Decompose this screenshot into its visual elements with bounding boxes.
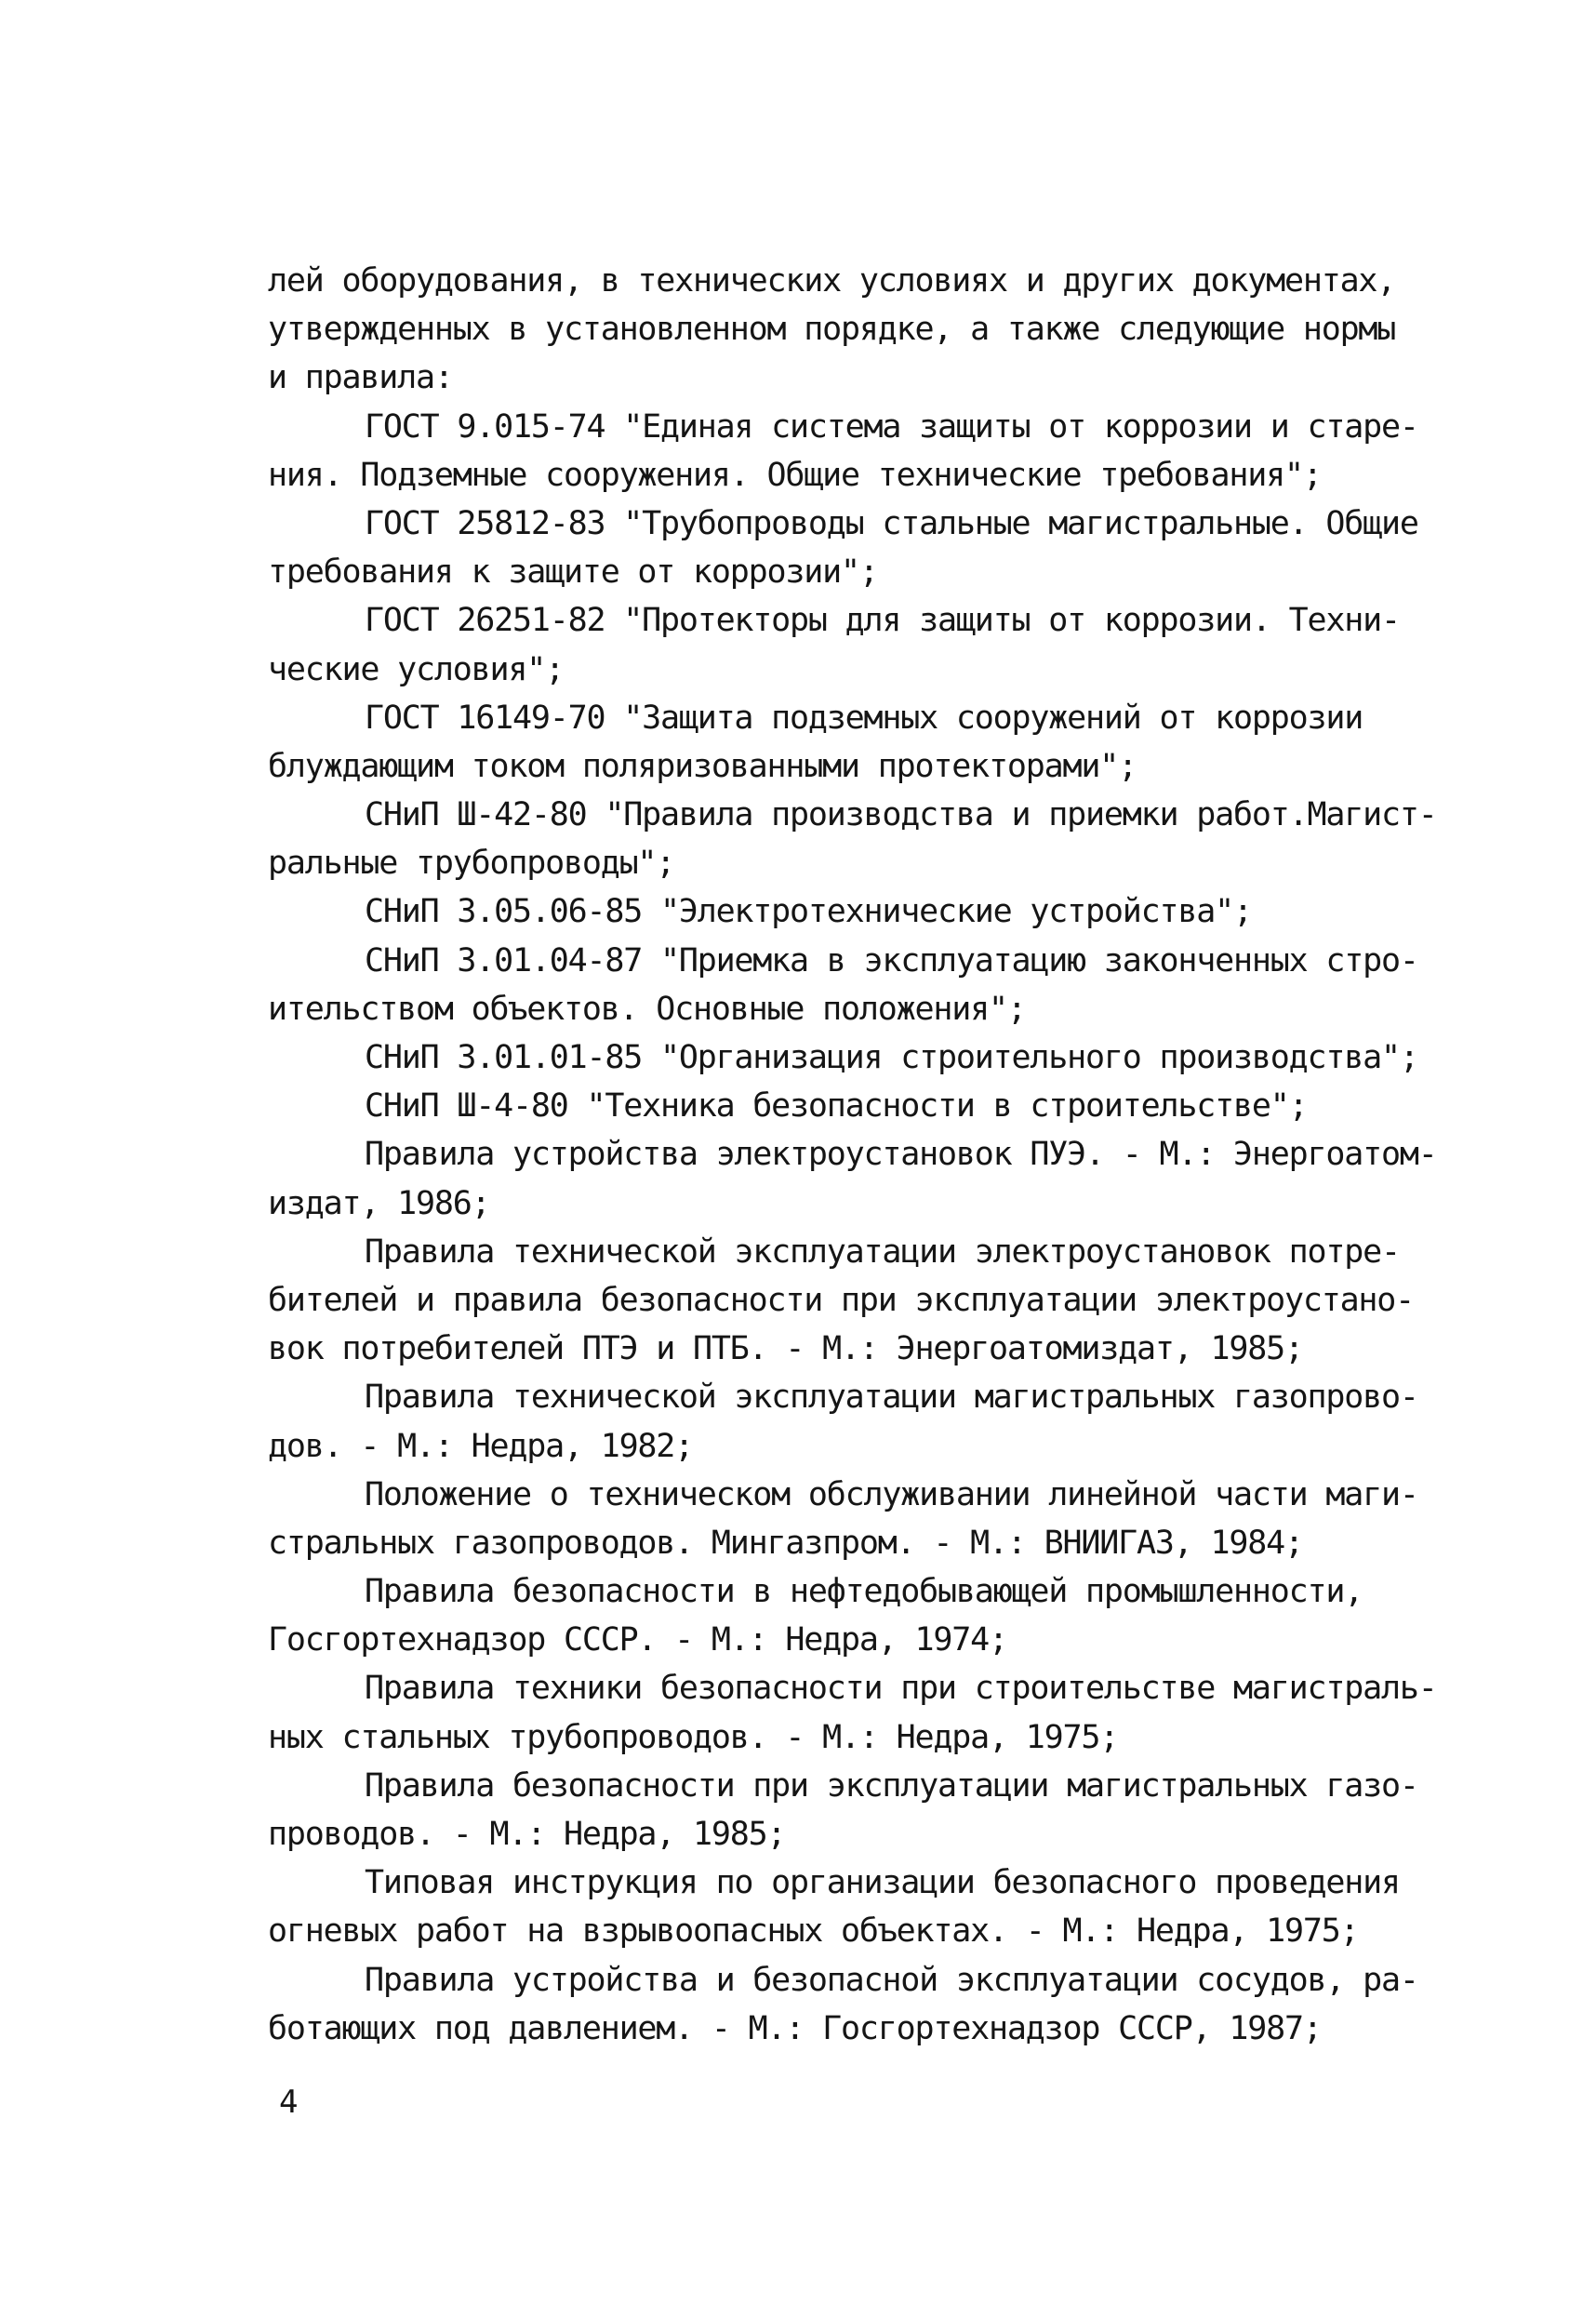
reference-maintenance-regulation: Положение о техническом обслуживании линейной части маги- xyxy=(365,1475,1418,1513)
reference-gas-pipelines-safety: Правила безопасности при эксплуатации магистральных газо- xyxy=(365,1766,1418,1805)
reference-snip-3-01-01: СНиП 3.01.01-85 "Организация строительного производства"; xyxy=(365,1039,1418,1076)
reference-gas-pipelines-operation: Правила технической эксплуатации магистральных газопрово- xyxy=(365,1379,1418,1417)
text-line: Госгортехнадзор СССР. - М.: Недра, 1974; xyxy=(268,1621,1007,1659)
reference-pte-ptb: Правила технической эксплуатации электроустановок потре- xyxy=(365,1232,1400,1271)
text-line: огневых работ на взрывоопасных объектах. - М.: Недра, 1975; xyxy=(268,1912,1359,1951)
text-line: вок потребителей ПТЭ и ПТБ. - М.: Энергоатомиздат, 1985; xyxy=(268,1330,1303,1368)
text-line: и правила: xyxy=(268,359,453,397)
reference-pue: Правила устройства электроустановок ПУЭ. - М.: Энергоатом- xyxy=(365,1136,1437,1174)
text-line: бителей и правила безопасности при эксплуатации электроустано- xyxy=(268,1281,1415,1319)
text-line: лей оборудования, в технических условиях и других документах, xyxy=(268,262,1396,300)
reference-pressure-vessels: Правила устройства и безопасной эксплуатации сосудов, ра- xyxy=(365,1961,1418,1999)
text-line: дов. - М.: Недра, 1982; xyxy=(268,1427,694,1465)
reference-snip-3-01-04: СНиП 3.01.04-87 "Приемка в эксплуатацию законченных стро- xyxy=(365,941,1418,979)
reference-snip-3-42-80: СНиП Ш-42-80 "Правила производства и приемки работ.Магист- xyxy=(365,796,1437,834)
reference-construction-safety: Правила техники безопасности при строительстве магистраль- xyxy=(365,1670,1437,1708)
reference-gost-9015: ГОСТ 9.015-74 "Единая система защиты от коррозии и старе- xyxy=(365,407,1418,446)
text-line: ных стальных трубопроводов. - М.: Недра, 1975; xyxy=(268,1718,1119,1756)
text-line: ния. Подземные сооружения. Общие технические требования"; xyxy=(268,456,1322,494)
text-line: утвержденных в установленном порядке, а также следующие нормы xyxy=(268,311,1396,349)
page-number: 4 xyxy=(279,2084,299,2121)
reference-snip-3-4-80: СНиП Ш-4-80 "Техника безопасности в строительстве"; xyxy=(365,1087,1308,1126)
reference-snip-3-05-06: СНиП 3.05.06-85 "Электротехнические устройства"; xyxy=(365,893,1252,931)
text-line: требования к защите от коррозии"; xyxy=(268,553,878,592)
text-line: ительством объектов. Основные положения"; xyxy=(268,990,1026,1028)
reference-gost-16149: ГОСТ 16149-70 "Защита подземных сооружений от коррозии xyxy=(365,699,1363,737)
reference-oil-industry-safety: Правила безопасности в нефтедобывающей промышленности, xyxy=(365,1573,1363,1611)
text-line: ботающих под давлением. - М.: Госгортехнадзор СССР, 1987; xyxy=(268,2009,1322,2047)
reference-hot-work-instruction: Типовая инструкция по организации безопасного проведения xyxy=(365,1864,1400,1902)
body-text xyxy=(268,257,1477,2053)
text-line: блуждающим током поляризованными протекторами"; xyxy=(268,747,1137,785)
text-line: издат, 1986; xyxy=(268,1184,490,1222)
text-line: стральных газопроводов. Мингазпром. - М.: ВНИИГАЗ, 1984; xyxy=(268,1524,1303,1562)
text-line: ральные трубопроводы"; xyxy=(268,845,675,883)
text-line: ческие условия"; xyxy=(268,650,564,688)
reference-gost-25812: ГОСТ 25812-83 "Трубопроводы стальные магистральные. Общие xyxy=(365,504,1418,542)
text-line: проводов. - М.: Недра, 1985; xyxy=(268,1816,786,1853)
reference-gost-26251: ГОСТ 26251-82 "Протекторы для защиты от коррозии. Техни- xyxy=(365,602,1400,640)
